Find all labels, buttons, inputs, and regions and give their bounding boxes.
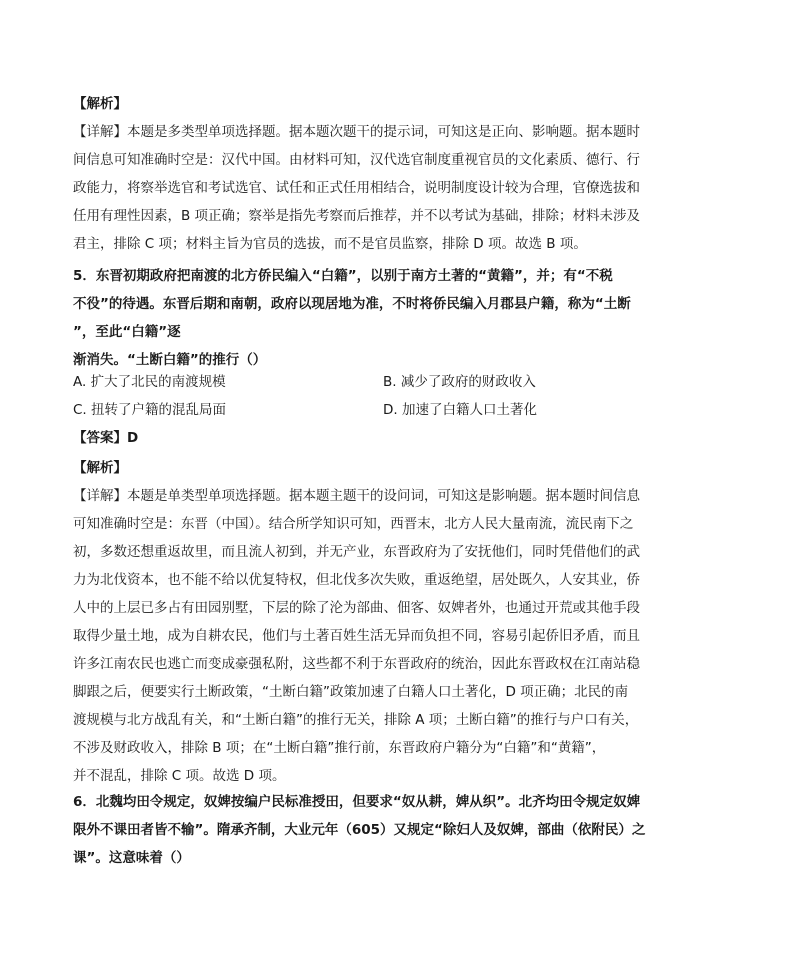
analysis-line: 人中的上层已多占有田园别墅，下层的除了沦为部曲、佃客、奴婢者外，也通过开荒或其他手段 xyxy=(73,600,640,616)
analysis-line: 渡规模与北方战乱有关，和“土断白籍”的推行无关，排除 A 项；土断白籍”的推行与户口有关， xyxy=(73,712,639,728)
analysis-line: 取得少量土地，成为自耕农民，他们与土著百姓生活无异而负担不同，容易引起侨旧矛盾，而且 xyxy=(73,628,640,644)
analysis-heading-1: 【解析】 xyxy=(73,96,127,112)
option-a: A. 扩大了北民的南渡规模 xyxy=(73,374,226,390)
analysis-line: 不涉及财政收入，排除 B 项；在“土断白籍”推行前，东晋政府户籍分为“白籍”和“黄籍”， xyxy=(73,740,606,756)
analysis-line: 任用有理性因素，B 项正确；察举是指先考察而后推荐，并不以考试为基础，排除；材料未涉及 xyxy=(73,208,641,224)
option-b: B. 减少了政府的财政收入 xyxy=(383,374,536,390)
question-5-line: 渐消失。“土断白籍”的推行（） xyxy=(73,352,267,368)
question-6-line: 限外不课田者皆不输”。隋承齐制，大业元年（605）又规定“除妇人及奴婢，部曲（依附民）之 xyxy=(73,822,646,838)
question-5-line: 5．东晋初期政府把南渡的北方侨民编入“白籍”，以别于南方土著的“黄籍”，并；有“不税 xyxy=(73,268,613,284)
analysis-line: 初，多数还想重返故里，而且流人初到，并无产业，东晋政府为了安抚他们，同时凭借他们的武 xyxy=(73,544,640,560)
analysis-line: 并不混乱，排除 C 项。故选 D 项。 xyxy=(73,768,286,784)
analysis-line: 【详解】本题是单类型单项选择题。据本题主题干的设问词，可知这是影响题。据本题时间信息 xyxy=(73,488,640,504)
analysis-line: 间信息可知准确时空是：汉代中国。由材料可知，汉代选官制度重视官员的文化素质、德行、行 xyxy=(73,152,640,168)
question-5-line: ”，至此“白籍”逐 xyxy=(73,324,181,340)
analysis-line: 【详解】本题是多类型单项选择题。据本题次题干的提示词，可知这是正向、影响题。据本题时 xyxy=(73,124,640,140)
analysis-line: 可知准确时空是：东晋（中国）。结合所学知识可知，西晋末，北方人民大量南流，流民南下之 xyxy=(73,516,634,532)
answer-label: 【答案】D xyxy=(73,430,139,446)
analysis-heading-2: 【解析】 xyxy=(73,460,127,476)
question-5-line: 不役”的待遇。东晋后期和南朝，政府以现居地为准，不时将侨民编入月郡县户籍，称为“土断 xyxy=(73,296,631,312)
analysis-line: 力为北伐资本，也不能不给以优复特权，但北伐多次失败，重返绝望，居处既久，人安其业，侨 xyxy=(73,572,640,588)
analysis-line: 许多江南农民也逃亡而变成豪强私附，这些都不利于东晋政府的统治，因此东晋政权在江南站稳 xyxy=(73,656,640,672)
analysis-line: 政能力，将察举选官和考试选官、试任和正式任用相结合，说明制度设计较为合理，官僚选拔和 xyxy=(73,180,640,196)
analysis-line: 脚跟之后，便要实行土断政策，“土断白籍”政策加速了白籍人口土著化，D 项正确；北民的南 xyxy=(73,684,629,700)
analysis-line: 君主，排除 C 项；材料主旨为官员的选拔，而不是官员监察，排除 D 项。故选 B 项。 xyxy=(73,236,587,252)
option-d: D. 加速了白籍人口土著化 xyxy=(383,402,537,418)
option-c: C. 扭转了户籍的混乱局面 xyxy=(73,402,227,418)
question-6-line: 6．北魏均田令规定，奴婢按编户民标准授田，但要求“奴从耕，婢从织”。北齐均田令规定奴婢 xyxy=(73,794,641,810)
question-6-line: 课”。这意味着（） xyxy=(73,850,190,866)
